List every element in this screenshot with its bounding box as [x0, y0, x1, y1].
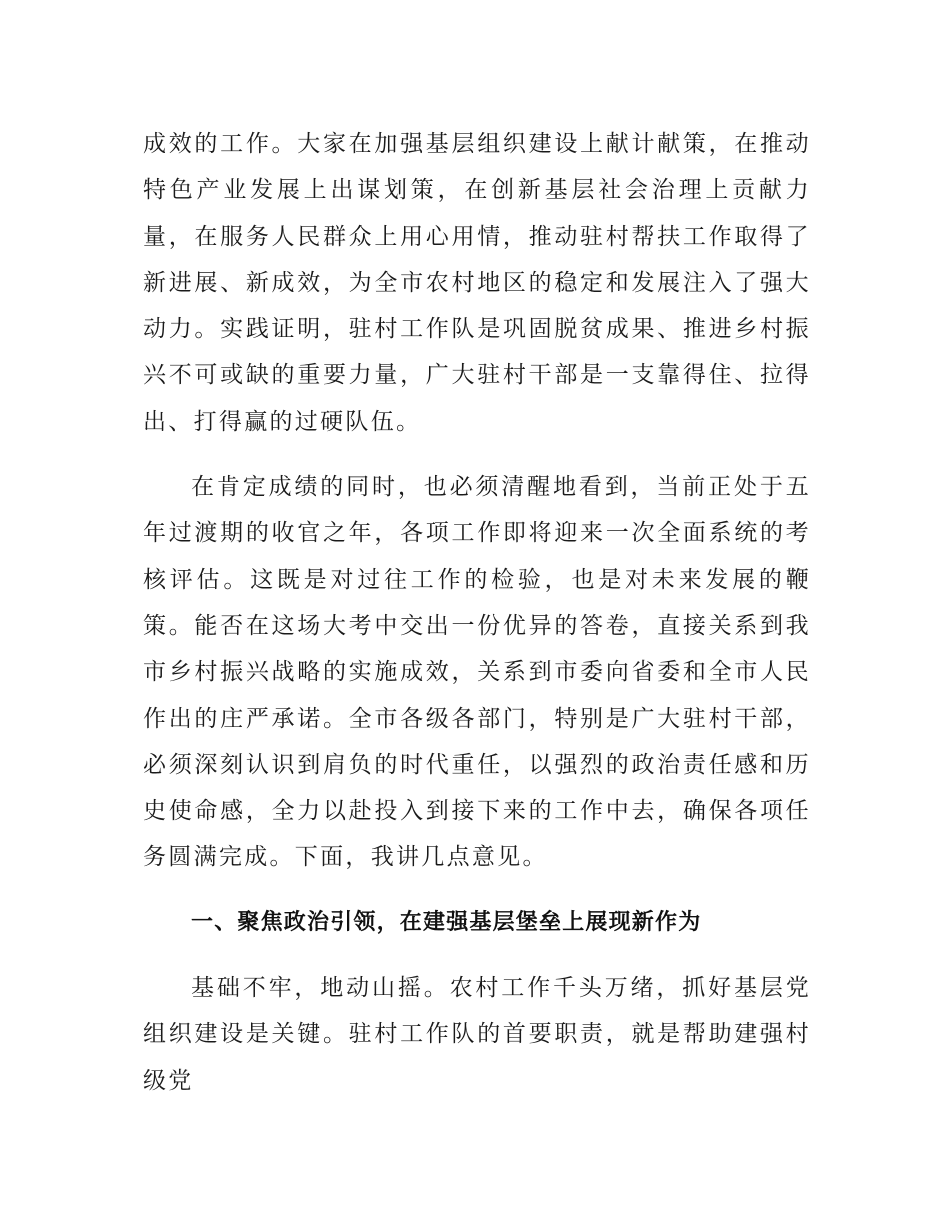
- paragraph-spacer: [143, 881, 811, 900]
- paragraph-challenges: 在肯定成绩的同时，也必须清醒地看到，当前正处于五年过渡期的收官之年，各项工作即将迎来一次全面系统的考核评估。这既是对过往工作的检验，也是对未来发展的鞭策。能否在这场大考中交出一份优异的答卷，直接关系到我市乡村振兴战略的实施成效，关系到市委向省委和全市人民作出的庄严承诺。全市各级各部门，特别是广大驻村干部，必须深刻认识到肩负的时代重任，以强烈的政治责任感和历史使命感，全力以赴投入到接下来的工作中去，确保各项任务圆满完成。下面，我讲几点意见。: [143, 474, 811, 871]
- paragraph-achievements: 成效的工作。大家在加强基层组织建设上献计献策，在推动特色产业发展上出谋划策，在创新基层社会治理上贡献力量，在服务人民群众上用心用情，推动驻村帮扶工作取得了新进展、新成效，为全市农村地区的稳定和发展注入了强大动力。实践证明，驻村工作队是巩固脱贫成果、推进乡村振兴不可或缺的重要力量，广大驻村干部是一支靠得住、拉得出、打得赢的过硬队伍。: [143, 131, 811, 435]
- document-body: [143, 121, 811, 1104]
- paragraph-spacer: [143, 445, 811, 464]
- paragraph-foundation: 基础不牢，地动山摇。农村工作千头万绪，抓好基层党组织建设是关键。驻村工作队的首要职责，就是帮助建强村级党: [143, 975, 811, 1094]
- paragraph-spacer: [143, 946, 811, 965]
- section-heading: 一、聚焦政治引领，在建强基层堡垒上展现新作为: [191, 909, 702, 935]
